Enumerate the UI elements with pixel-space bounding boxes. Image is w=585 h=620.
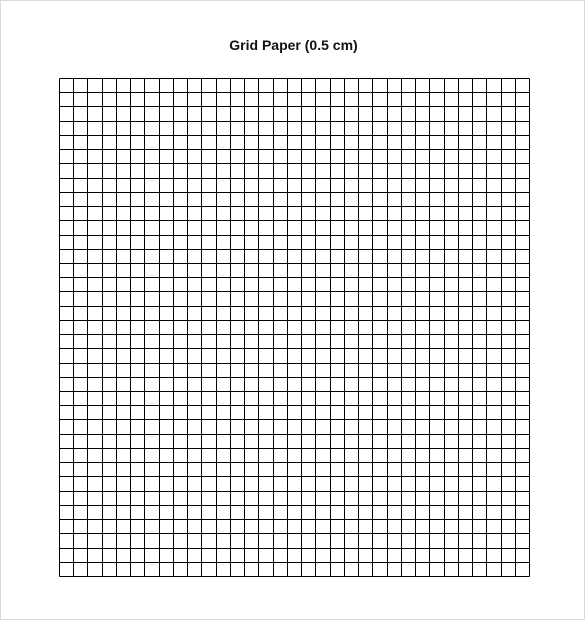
grid-area xyxy=(59,78,530,577)
page-title: Grid Paper (0.5 cm) xyxy=(229,37,358,53)
